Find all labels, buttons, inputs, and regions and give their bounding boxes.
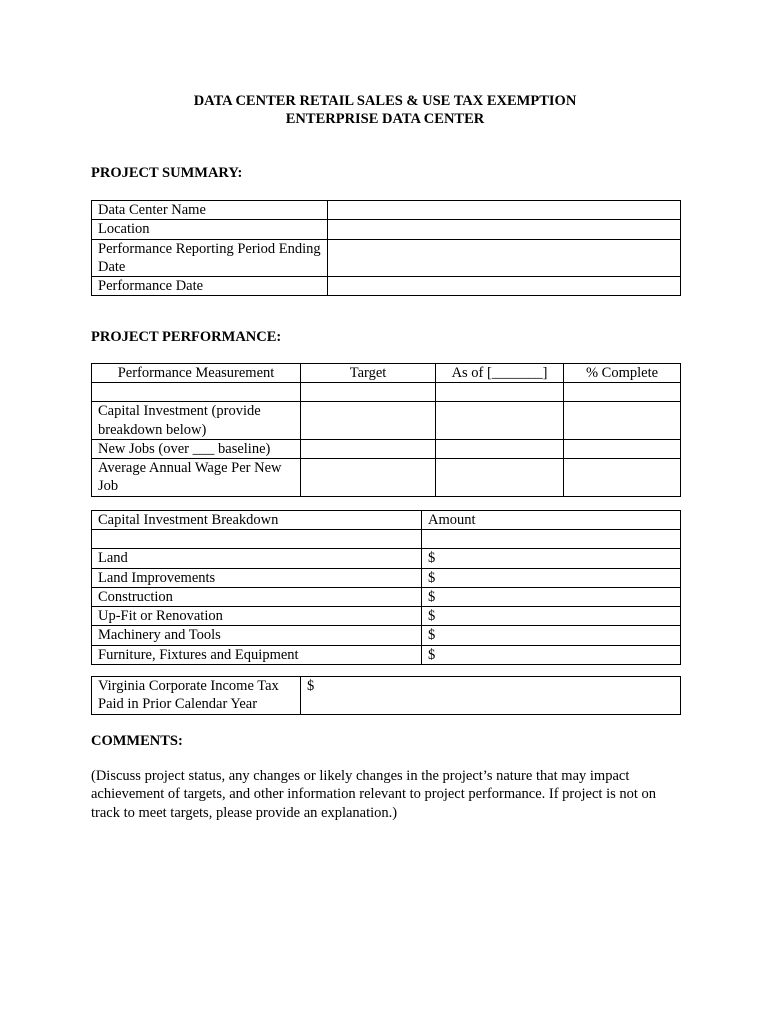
capex-item-construction: Construction: [92, 587, 422, 606]
table-row: [92, 459, 681, 497]
as-of-capital-investment[interactable]: [436, 402, 564, 440]
empty-cell[interactable]: [436, 383, 564, 402]
summary-value-location[interactable]: [328, 220, 681, 239]
table-row: [92, 220, 681, 239]
comments-instructions: (Discuss project status, any changes or likely changes in the project’s nature that may impact achievement of targets, and other information relevant to project performance. If project is not on track to meet targets, please provide an explanation.): [91, 768, 657, 821]
empty-cell[interactable]: [422, 530, 681, 549]
table-row: [92, 587, 681, 606]
table-row: [92, 549, 681, 568]
empty-cell: [92, 383, 301, 402]
column-header-breakdown: Capital Investment Breakdown: [92, 511, 422, 530]
column-header-percent-complete: % Complete: [564, 364, 681, 383]
table-row: [92, 402, 681, 440]
capex-item-machinery: Machinery and Tools: [92, 626, 422, 645]
as-of-new-jobs[interactable]: [436, 439, 564, 458]
measure-new-jobs: New Jobs (over ___ baseline): [92, 439, 301, 458]
capex-amount-furniture[interactable]: $: [422, 645, 681, 664]
summary-label-performance-date: Performance Date: [92, 277, 328, 296]
table-row: [92, 239, 681, 277]
table-row: [92, 277, 681, 296]
complete-capital-investment[interactable]: [564, 402, 681, 440]
project-performance-table: [91, 363, 681, 497]
capex-item-land-improvements: Land Improvements: [92, 568, 422, 587]
project-summary-table: [91, 200, 681, 296]
table-row-empty: [92, 530, 681, 549]
column-header-target: Target: [301, 364, 436, 383]
project-summary-heading: PROJECT SUMMARY:: [91, 165, 243, 181]
table-row: [92, 201, 681, 220]
measure-capital-investment: Capital Investment (provide breakdown below): [92, 402, 301, 440]
target-new-jobs[interactable]: [301, 439, 436, 458]
project-performance-heading: PROJECT PERFORMANCE:: [91, 329, 282, 345]
column-header-measurement: Performance Measurement: [92, 364, 301, 383]
capex-amount-up-fit[interactable]: $: [422, 607, 681, 626]
table-row: [92, 677, 681, 715]
capex-item-furniture: Furniture, Fixtures and Equipment: [92, 645, 422, 664]
target-average-wage[interactable]: [301, 459, 436, 497]
capex-amount-land[interactable]: $: [422, 549, 681, 568]
table-row: [92, 439, 681, 458]
empty-cell[interactable]: [564, 383, 681, 402]
measure-average-wage: Average Annual Wage Per New Job: [92, 459, 301, 497]
summary-value-reporting-period[interactable]: [328, 239, 681, 277]
capex-item-up-fit: Up-Fit or Renovation: [92, 607, 422, 626]
empty-cell[interactable]: [301, 383, 436, 402]
comments-heading: COMMENTS:: [91, 733, 183, 749]
empty-cell: [92, 530, 422, 549]
table-header-row: [92, 364, 681, 383]
capex-item-land: Land: [92, 549, 422, 568]
table-row: [92, 626, 681, 645]
virginia-tax-table: [91, 676, 681, 715]
table-row: [92, 568, 681, 587]
document-title-line-2: ENTERPRISE DATA CENTER: [285, 111, 485, 127]
complete-average-wage[interactable]: [564, 459, 681, 497]
table-row-empty: [92, 383, 681, 402]
virginia-tax-amount[interactable]: $: [301, 677, 681, 715]
document-title-line-1: DATA CENTER RETAIL SALES & USE TAX EXEMPTION: [193, 93, 577, 109]
virginia-tax-label: Virginia Corporate Income Tax Paid in Prior Calendar Year: [92, 677, 301, 715]
capex-amount-construction[interactable]: $: [422, 587, 681, 606]
table-header-row: [92, 511, 681, 530]
capital-investment-table: [91, 510, 681, 665]
capex-amount-land-improvements[interactable]: $: [422, 568, 681, 587]
as-of-average-wage[interactable]: [436, 459, 564, 497]
summary-label-location: Location: [92, 220, 328, 239]
complete-new-jobs[interactable]: [564, 439, 681, 458]
table-row: [92, 645, 681, 664]
summary-label-data-center-name: Data Center Name: [92, 201, 328, 220]
summary-label-reporting-period: Performance Reporting Period Ending Date: [92, 239, 328, 277]
target-capital-investment[interactable]: [301, 402, 436, 440]
summary-value-data-center-name[interactable]: [328, 201, 681, 220]
column-header-as-of: As of [_______]: [436, 364, 564, 383]
capex-amount-machinery[interactable]: $: [422, 626, 681, 645]
summary-value-performance-date[interactable]: [328, 277, 681, 296]
table-row: [92, 607, 681, 626]
column-header-amount: Amount: [422, 511, 681, 530]
